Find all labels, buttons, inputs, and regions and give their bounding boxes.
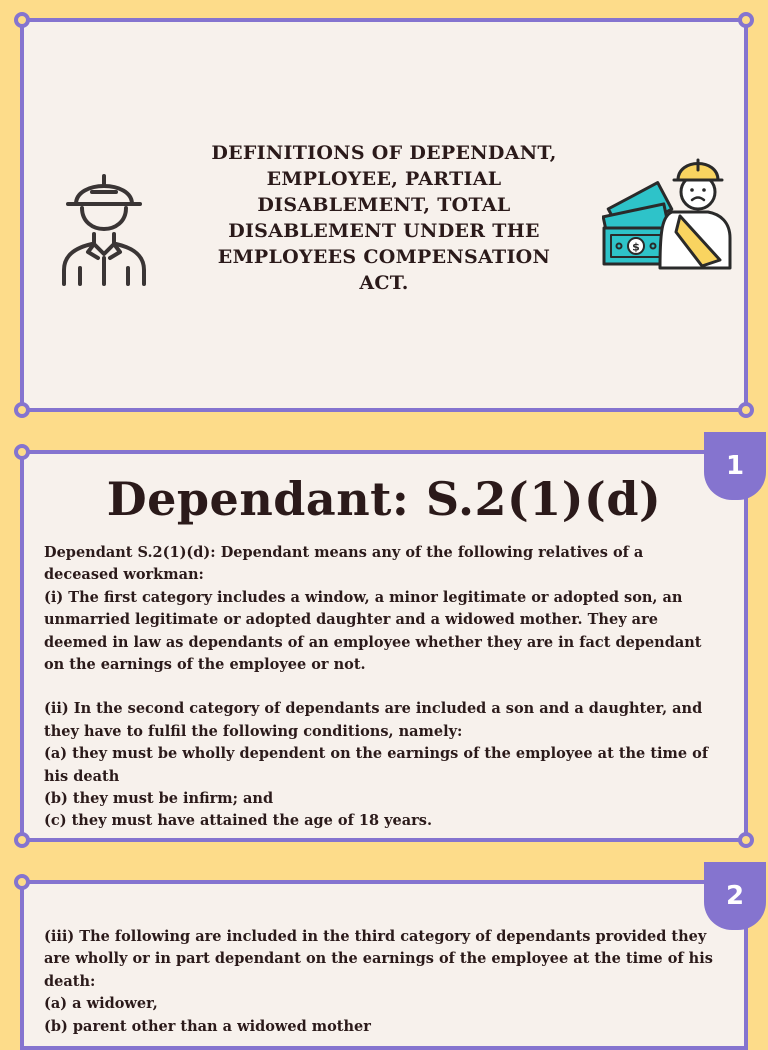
condition-a: (a) they must be wholly dependent on the earnings of the employee at the time of his death	[44, 745, 709, 785]
construction-worker-icon	[54, 158, 154, 292]
page-number-badge: 1	[704, 432, 766, 500]
hero-title: DEFINITIONS OF DEPENDANT, EMPLOYEE, PARTIAL DISABLEMENT, TOTAL DISABLEMENT UNDER THE EMPLOYEES COMPENSATION ACT.	[211, 142, 557, 294]
paragraph-second-category: (ii) In the second category of dependants are included a son and a daughter, and they have to fulfil the following conditions, namely:	[44, 700, 703, 740]
section-card-dependant	[20, 450, 748, 842]
card-corner	[738, 402, 754, 418]
section-body	[44, 926, 716, 1038]
injured-worker-money-icon	[602, 148, 736, 276]
section-card-third-category	[20, 880, 748, 1050]
section-heading: Dependant: S.2(1)(d)	[106, 472, 662, 526]
card-corner	[738, 12, 754, 28]
item-b-parent: (b) parent other than a widowed mother	[44, 1017, 371, 1035]
card-corner	[14, 12, 30, 28]
condition-c: (c) they must have attained the age of 18 years.	[44, 812, 433, 830]
paragraph-intro: Dependant S.2(1)(d): Dependant means any of the following relatives of a deceased workman:	[44, 544, 644, 584]
paragraph-first-category: (i) The first category includes a window, a minor legitimate or adopted son, an unmarried legitimate or adopted daughter and a widowed mother. They are deemed in law as dependants of an employee whether they are in fact dependant on the earnings of the employee or not.	[44, 588, 702, 674]
card-corner	[14, 874, 30, 890]
card-corner	[14, 832, 30, 848]
section-body	[44, 542, 716, 833]
condition-b: (b) they must be infirm; and	[44, 790, 274, 808]
card-corner	[738, 832, 754, 848]
svg-text:$: $	[632, 240, 640, 254]
item-a-widower: (a) a widower,	[44, 995, 158, 1013]
card-corner	[14, 444, 30, 460]
hero-card	[20, 18, 748, 412]
page-number-badge: 2	[704, 862, 766, 930]
paragraph-third-category: (iii) The following are included in the third category of dependants provided they are wholly or in part dependant on the earnings of the employee at the time of his death:	[44, 928, 713, 990]
card-corner	[14, 402, 30, 418]
